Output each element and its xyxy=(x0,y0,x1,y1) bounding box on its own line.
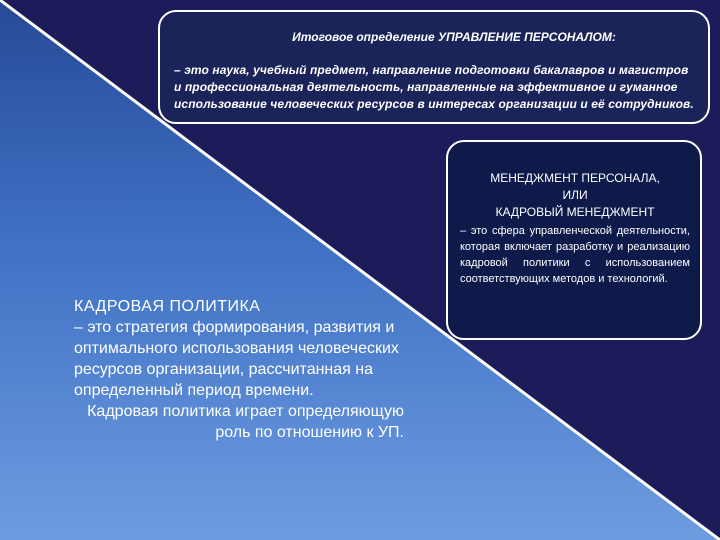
top-box-body: – это наука, учебный предмет, направление подготовки бакалавров и магистров и профессиональная деятельность, направленные на эффективное и гуманное использование человеческих ресурсов в интересах организации и её сотрудников. xyxy=(174,63,694,111)
hr-policy-definition: – это стратегия формирования, развития и оптимального использования человеческих ресурсов организации, рассчитанная на определенный период времени. xyxy=(74,319,399,399)
hr-policy-heading: КАДРОВАЯ ПОЛИТИКА xyxy=(74,298,261,315)
right-box-heading-line1: МЕНЕДЖМЕНТ ПЕРСОНАЛА, xyxy=(490,171,660,185)
hr-policy-role: Кадровая политика играет определяющую роль по отношению к УП. xyxy=(87,403,404,441)
right-box-heading xyxy=(460,170,690,221)
right-box-heading-line3: КАДРОВЫЙ МЕНЕДЖМЕНТ xyxy=(495,205,655,219)
right-box-heading-line2: ИЛИ xyxy=(562,188,588,202)
hr-policy-text xyxy=(74,296,434,443)
right-box-body: – это сфера управленческой деятельности, которая включает разработку и реализацию кадровой политики с использованием соответствующих методов и технологий. xyxy=(460,225,690,285)
right-definition-box xyxy=(446,140,702,340)
top-definition-box xyxy=(158,10,710,124)
top-box-title: Итоговое определение УПРАВЛЕНИЕ ПЕРСОНАЛОМ: xyxy=(292,30,616,44)
